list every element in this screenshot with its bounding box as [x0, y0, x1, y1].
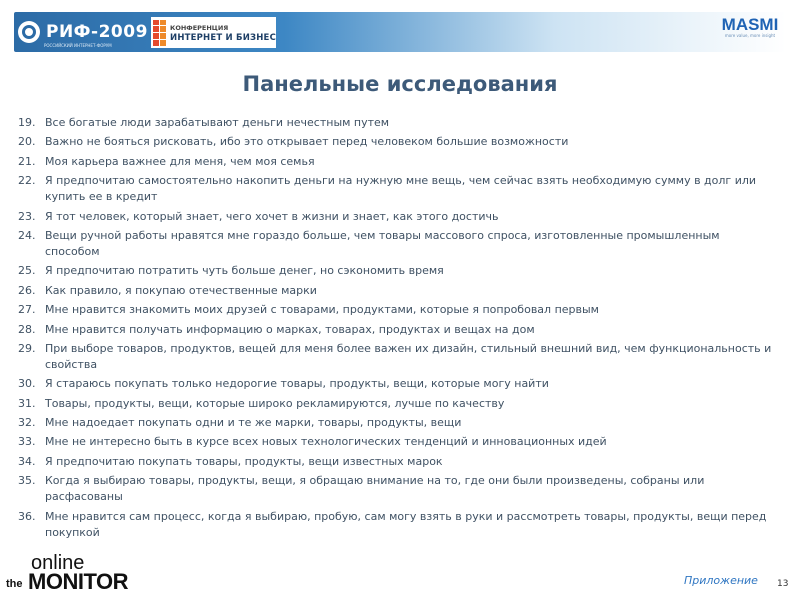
- item-number: 34.: [18, 454, 36, 468]
- logo-online-text: online: [31, 552, 85, 574]
- item-text: Я предпочитаю потратить чуть больше денег, но сэкономить время: [45, 264, 444, 278]
- conference-small-label: КОНФЕРЕНЦИЯ: [170, 23, 229, 32]
- list-item: [18, 341, 778, 373]
- rif-logo-text: РИФ-2009: [46, 22, 148, 42]
- conference-big-label: ИНТЕРНЕТ И БИЗНЕС: [170, 32, 277, 43]
- appendix-label: Приложение: [684, 574, 758, 587]
- list-item: [18, 454, 778, 470]
- item-text: Мне нравится знакомить моих друзей с товарами, продуктами, которые я попробовал первым: [45, 303, 599, 317]
- statement-list: [18, 115, 778, 544]
- rif-emblem-icon: [18, 21, 40, 43]
- item-number: 22.: [18, 174, 36, 188]
- list-item: [18, 434, 778, 450]
- online-monitor-logo: [4, 552, 134, 594]
- logo-monitor-text: MONITOR: [28, 569, 128, 594]
- list-item: [18, 473, 778, 505]
- list-item: [18, 302, 778, 318]
- item-number: 21.: [18, 154, 36, 168]
- item-number: 36.: [18, 509, 36, 523]
- conference-grid-icon: [153, 20, 167, 46]
- item-text: Все богатые люди зарабатывают деньги нечестным путем: [45, 116, 390, 129]
- item-number: 33.: [18, 435, 36, 449]
- item-text: Мне надоедает покупать одни и те же марки, товары, продукты, вещи: [45, 416, 462, 430]
- list-item: [18, 115, 778, 131]
- item-number: 25.: [18, 264, 36, 278]
- item-text: При выборе товаров, продуктов, вещей для меня более важен их дизайн, стильный внешний вид, чем функциональность и свойства: [45, 341, 772, 371]
- item-number: 24.: [18, 228, 36, 242]
- item-number: 30.: [18, 377, 36, 391]
- item-text: Товары, продукты, вещи, которые широко рекламируются, лучше по качеству: [45, 396, 505, 410]
- list-item: [18, 322, 778, 338]
- item-text: Важно не бояться рисковать, ибо это открывает перед человеком большие возможности: [45, 135, 569, 149]
- list-item: [18, 263, 778, 279]
- item-number: 31.: [18, 396, 36, 410]
- list-item: [18, 173, 778, 205]
- item-number: 35.: [18, 474, 36, 488]
- logo-the-text: the: [6, 578, 23, 590]
- item-text: Моя карьера важнее для меня, чем моя семья: [45, 154, 315, 168]
- item-text: Я предпочитаю покупать товары, продукты, вещи известных марок: [45, 454, 443, 468]
- list-item: [18, 154, 778, 170]
- item-text: Мне нравится получать информацию о марках, товарах, продуктах и вещах на дом: [45, 322, 535, 336]
- header-banner: [14, 12, 786, 52]
- page-number: 13: [777, 579, 789, 589]
- item-text: Мне не интересно быть в курсе всех новых технологических тенденций и инновационных идей: [45, 435, 607, 449]
- conference-logo: [151, 17, 276, 48]
- list-item: [18, 376, 778, 392]
- list-item: [18, 396, 778, 412]
- item-number: 28.: [18, 322, 36, 336]
- item-number: 29.: [18, 341, 36, 355]
- item-number: 32.: [18, 416, 36, 430]
- item-number: 26.: [18, 283, 36, 297]
- item-text: Как правило, я покупаю отечественные марки: [45, 283, 317, 297]
- item-number: 19.: [18, 116, 36, 129]
- list-item: [18, 209, 778, 225]
- item-text: Когда я выбираю товары, продукты, вещи, я обращаю внимание на то, где они были произведены, собраны или расфасованы: [45, 474, 705, 504]
- page-title: Панельные исследования: [242, 72, 558, 96]
- list-item: [18, 283, 778, 299]
- list-item: [18, 134, 778, 150]
- list-item: [18, 415, 778, 431]
- item-text: Я предпочитаю самостоятельно накопить деньги на нужную мне вещь, чем сейчас взять необходимую сумму в долг или купить ее в кредит: [45, 174, 757, 204]
- rif-subtitle: РОССИЙСКИЙ ИНТЕРНЕТ-ФОРУМ: [44, 43, 112, 48]
- item-text: Я тот человек, который знает, чего хочет в жизни и знает, как этого достичь: [45, 209, 499, 223]
- item-text: Мне нравится сам процесс, когда я выбираю, пробую, сам могу взять в руки и рассмотреть товары, продукты, вещи перед покупкой: [45, 509, 767, 539]
- item-number: 20.: [18, 135, 36, 149]
- masmi-logo: [720, 16, 780, 38]
- item-text: Вещи ручной работы нравятся мне гораздо больше, чем товары массового спроса, изготовленные промышленным способом: [45, 228, 720, 258]
- masmi-tagline: more value, more insight: [724, 33, 776, 38]
- item-text: Я стараюсь покупать только недорогие товары, продукты, вещи, которые могу найти: [45, 377, 549, 391]
- masmi-logo-text: MASMI: [721, 15, 779, 34]
- item-number: 27.: [18, 303, 36, 317]
- item-number: 23.: [18, 209, 36, 223]
- list-item: [18, 509, 778, 541]
- list-item: [18, 228, 778, 260]
